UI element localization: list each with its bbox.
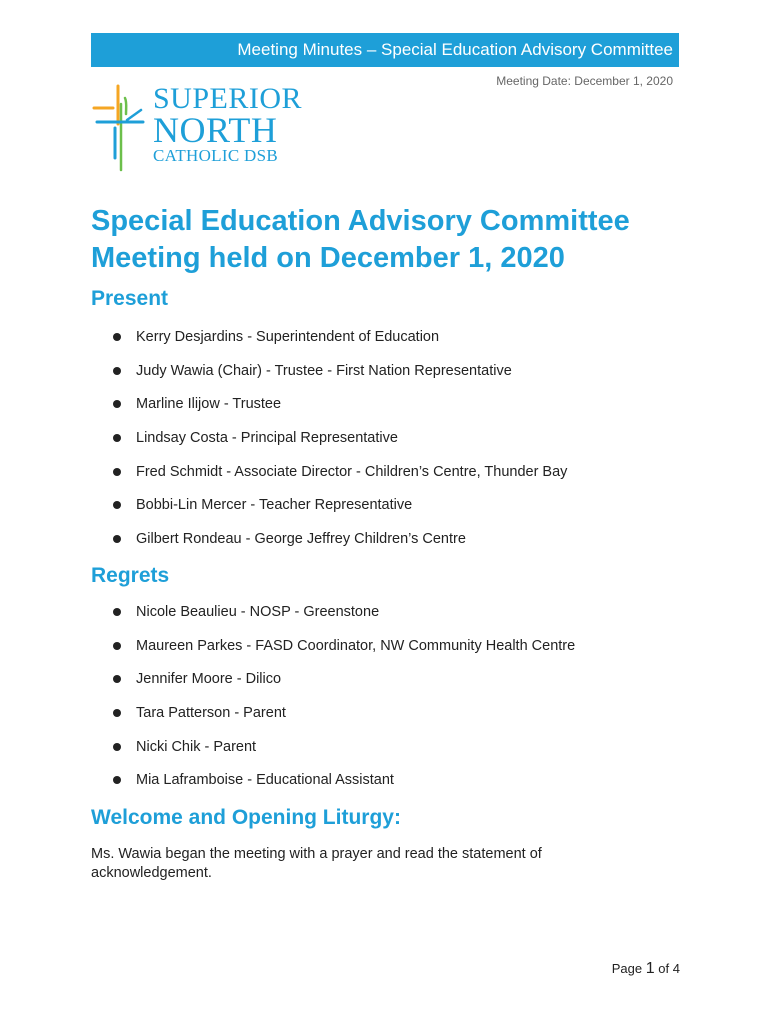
bullet-icon [113,333,121,341]
list-item [111,602,575,636]
cross-logo-icon [91,82,147,174]
present-heading: Present [91,287,169,310]
bullet-icon [113,434,121,442]
bullet-icon [113,608,121,616]
page-of: of [658,961,670,976]
logo-line-1: SUPERIOR [153,82,303,115]
list-item [111,737,575,771]
logo-line-3: CATHOLIC DSB [153,146,278,165]
regrets-heading: Regrets [91,564,170,587]
list-item-text: Tara Patterson - Parent [136,705,286,722]
page-current: 1 [645,960,655,977]
page-title [91,203,691,277]
list-item [111,703,575,737]
bullet-icon [113,367,121,375]
welcome-heading: Welcome and Opening Liturgy: [91,806,401,829]
bullet-icon [113,501,121,509]
welcome-paragraph: Ms. Wawia began the meeting with a prayer and read the statement of acknowledgement. [91,846,542,881]
logo [91,82,303,182]
bullet-icon [113,743,121,751]
page-prefix: Page [611,961,643,976]
bullet-icon [113,535,121,543]
list-item-text: Gilbert Rondeau - George Jeffrey Children’s Centre [136,531,466,548]
present-list [111,327,567,563]
bullet-icon [113,776,121,784]
list-item [111,462,567,496]
header-title: Meeting Minutes – Special Education Advisory Committee [237,40,673,59]
logo-wordmark [153,84,302,166]
list-item [111,770,575,804]
meeting-date: Meeting Date: December 1, 2020 [496,74,673,88]
bullet-icon [113,642,121,650]
list-item-text: Maureen Parkes - FASD Coordinator, NW Community Health Centre [136,637,576,654]
logo-line-2: NORTH [153,110,278,150]
page-number [612,960,680,978]
bullet-icon [113,468,121,476]
list-item-text: Marline Ilijow - Trustee [136,396,282,413]
list-item-text: Bobbi-Lin Mercer - Teacher Representative [136,497,413,514]
bullet-icon [113,400,121,408]
list-item-text: Judy Wawia (Chair) - Trustee - First Nation Representative [136,362,512,379]
list-item-text: Kerry Desjardins - Superintendent of Education [136,329,440,345]
list-item-text: Nicki Chik - Parent [136,738,257,755]
page-total: 4 [672,961,680,976]
list-item-text: Lindsay Costa - Principal Representative [136,430,398,447]
list-item [111,495,567,529]
title-line-1: Special Education Advisory Committee [91,205,630,237]
list-item-text: Fred Schmidt - Associate Director - Children’s Centre, Thunder Bay [136,463,568,480]
list-item-text: Mia Laframboise - Educational Assistant [136,772,394,789]
list-item [111,529,567,563]
bullet-icon [113,709,121,717]
list-item [111,327,567,361]
list-item-text: Jennifer Moore - Dilico [136,671,282,688]
header-bar [91,33,679,67]
list-item [111,394,567,428]
list-item [111,361,567,395]
bullet-icon [113,675,121,683]
regrets-list [111,602,575,804]
list-item [111,669,575,703]
list-item-text: Nicole Beaulieu - NOSP - Greenstone [136,604,380,620]
list-item [111,636,575,670]
list-item [111,428,567,462]
title-line-2: Meeting held on December 1, 2020 [91,242,565,274]
